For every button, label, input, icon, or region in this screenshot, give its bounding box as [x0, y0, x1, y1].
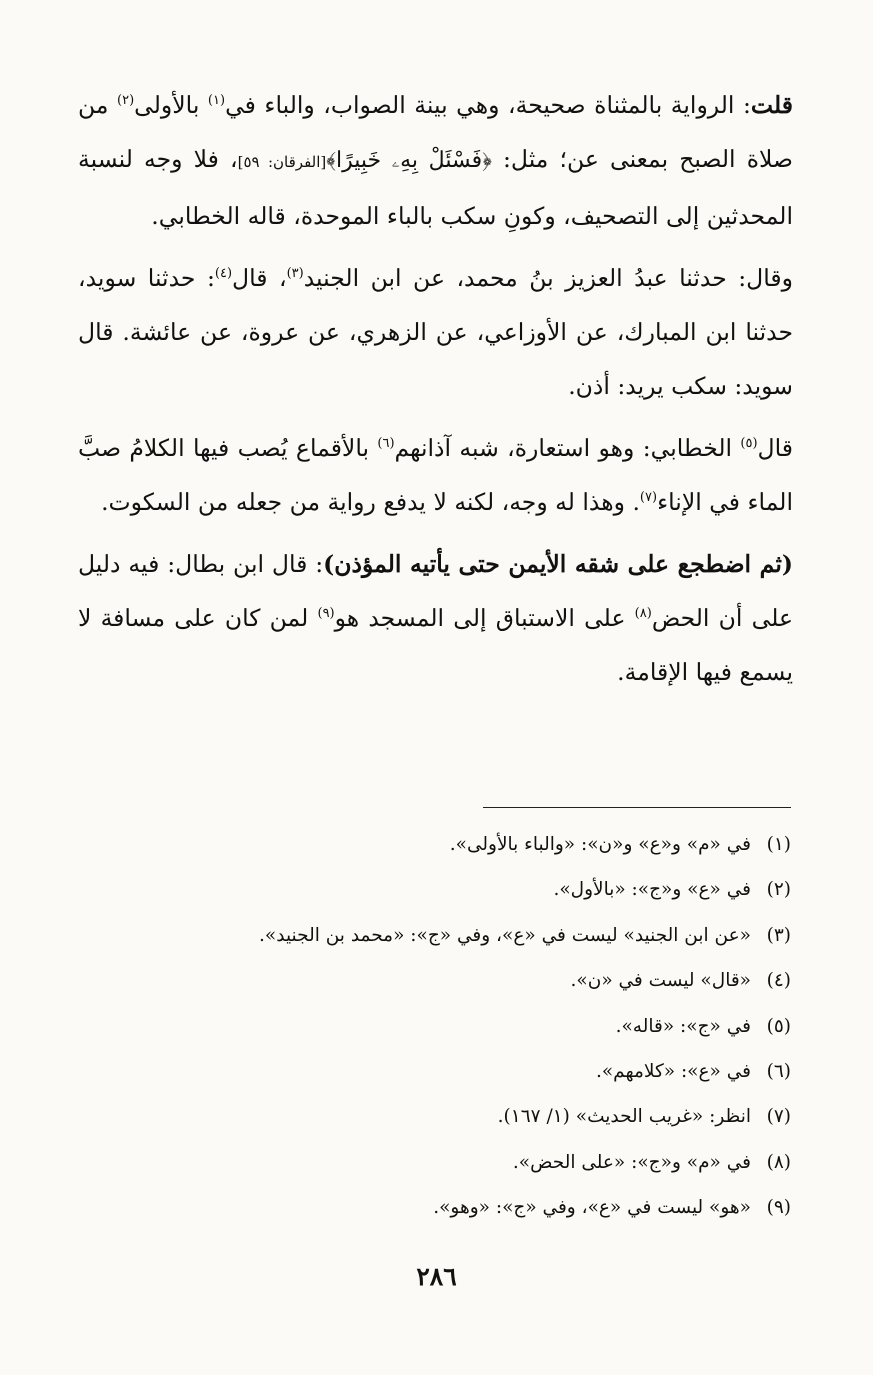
- footnote-item: [76, 1185, 791, 1230]
- footnote-number: (٨): [766, 1151, 791, 1173]
- paragraph-text: وقال: حدثنا عبدُ العزيز بنُ محمد، عن ابن الجنيد: [303, 264, 793, 292]
- footnote-ref-8[interactable]: (٨): [634, 606, 652, 622]
- footnote-number: (١): [766, 834, 791, 855]
- footnote-ref-9[interactable]: (٩): [317, 606, 335, 622]
- footnote-divider: [483, 807, 791, 808]
- paragraph-text: لمن كان على مسافة لا يسمع فيها الإقامة.: [78, 604, 793, 686]
- paragraph-text: الخطابي: وهو استعارة، شبه آذانهم: [394, 434, 741, 462]
- footnote-ref-7[interactable]: (٧): [639, 490, 658, 506]
- paragraph-text: : الرواية بالمثناة صحيحة، وهي بينة الصواب، والباء في: [225, 91, 751, 119]
- footnote-number: (٣): [766, 924, 791, 946]
- footnote-number: (٩): [766, 1197, 791, 1219]
- paragraph-text: بالأقماع يُصب فيها الكلامُ صبَّ الماء في الإناء: [78, 434, 793, 516]
- footnote-number: (٦): [766, 1060, 791, 1082]
- footnote-item: [76, 913, 791, 958]
- paragraph-4: [78, 537, 793, 699]
- footnote-text: في «ع» و«ج»: «بالأول».: [553, 879, 751, 901]
- paragraph-3: [78, 421, 793, 529]
- footnote-item: [76, 1004, 791, 1049]
- footnote-text: في «ع»: «كلامهم».: [595, 1060, 751, 1082]
- paragraph-text: على الاستباق إلى المسجد هو: [334, 604, 635, 632]
- footnote-text: في «م» و«ع» و«ن»: «والباء بالأولى».: [449, 834, 751, 855]
- footnote-item: [76, 1094, 791, 1139]
- paragraph-text: قال: [757, 434, 793, 462]
- footnote-item: [76, 958, 791, 1003]
- page-number: ٢٨٦: [416, 1262, 457, 1291]
- footnote-ref-1[interactable]: (١): [207, 93, 226, 109]
- hadith-quote-heading: (ثم اضطجع على شقه الأيمن حتى يأتيه المؤذن): [323, 550, 793, 578]
- paragraph-text: : قال ابن بطال: فيه دليل على أن الحض: [78, 550, 793, 632]
- paragraph-lead: قلت: [750, 91, 794, 119]
- footnote-ref-5[interactable]: (٥): [740, 436, 758, 452]
- footnote-ref-6[interactable]: (٦): [377, 436, 395, 452]
- footnote-ref-4[interactable]: (٤): [214, 266, 233, 282]
- footnote-item: [76, 822, 791, 867]
- footnote-number: (٤): [766, 970, 791, 992]
- footnotes-list: [76, 822, 791, 1231]
- footnote-text: «قال» ليست في «ن».: [570, 970, 751, 992]
- footnote-text: «هو» ليست في «ع»، وفي «ج»: «وهو».: [433, 1197, 751, 1219]
- footnote-number: (٥): [766, 1015, 791, 1037]
- footnote-text: في «ج»: «قاله».: [615, 1015, 751, 1037]
- footnote-item: [76, 1049, 791, 1094]
- footnote-text: انظر: «غريب الحديث» (١/ ١٦٧).: [497, 1106, 751, 1128]
- footnote-item: [76, 1140, 791, 1185]
- paragraph-text: ، قال: [232, 264, 287, 292]
- paragraph-2: [78, 251, 793, 413]
- paragraph-text: : حدثنا سويد، حدثنا ابن المبارك، عن الأوزاعي، عن الزهري، عن عروة، عن عائشة. قال سويد: سكب يريد: أذن.: [78, 264, 793, 400]
- quran-citation: [الفرقان: ٥٩]: [237, 153, 327, 171]
- footnote-number: (٧): [766, 1106, 791, 1128]
- paragraph-text: . وهذا له وجه، لكنه لا يدفع رواية من جعله من السكوت.: [101, 488, 640, 516]
- paragraph-text: بالأولى: [134, 91, 208, 119]
- footnote-ref-3[interactable]: (٣): [286, 266, 304, 282]
- footnote-number: (٢): [766, 879, 791, 901]
- paragraph-text: ، فلا وجه لنسبة المحدثين إلى التصحيف، وكونِ سكب بالباء الموحدة، قاله الخطابي.: [78, 145, 793, 230]
- footnote-ref-2[interactable]: (٢): [117, 93, 135, 109]
- main-text: [78, 78, 793, 707]
- paragraph-text: من صلاة الصبح بمعنى عن؛ مثل:: [78, 91, 793, 173]
- footnote-text: «عن ابن الجنيد» ليست في «ع»، وفي «ج»: «محمد بن الجنيد».: [259, 924, 751, 946]
- quran-quote: ﴿فَسْئَلْ بِهِۦ خَبِيرًا﴾: [326, 148, 492, 173]
- paragraph-1: [78, 78, 793, 243]
- footnote-text: في «م» و«ج»: «على الحض».: [512, 1151, 751, 1173]
- footnote-item: [76, 867, 791, 912]
